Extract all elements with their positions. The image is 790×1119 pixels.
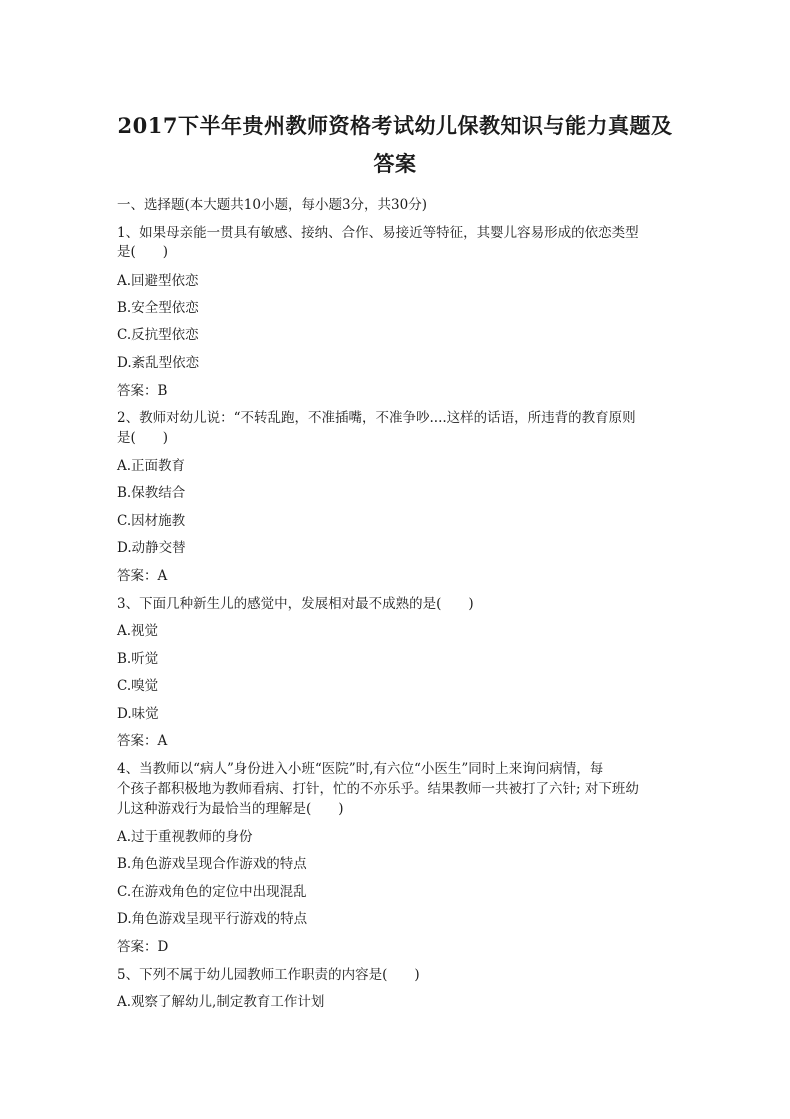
question-2-stem-line-2: 是( ) xyxy=(117,430,169,446)
document-title-line-1: 2017下半年贵州教师资格考试幼儿保教知识与能力真题及 xyxy=(117,113,673,138)
question-2-option-a: A.正面教育 xyxy=(117,458,186,474)
question-3-option-d: D.味觉 xyxy=(117,706,159,722)
question-2-option-b: B.保教结合 xyxy=(117,485,186,501)
question-4-stem-line-3: 儿这种游戏行为最恰当的理解是( ) xyxy=(117,801,344,817)
question-1-stem-line-2: 是( ) xyxy=(117,244,169,260)
question-2-stem-line-1: 2、教师对幼儿说：“不转乱跑，不准插嘴，不准争吵....这样的话语，所违背的教育原则 xyxy=(117,410,636,426)
question-1-option-d: D.紊乱型依恋 xyxy=(117,355,200,371)
question-3-option-c: C.嗅觉 xyxy=(117,678,159,694)
question-3-option-a: A.视觉 xyxy=(117,623,159,639)
question-4-answer: 答案：D xyxy=(117,939,169,955)
question-4-option-b: B.角色游戏呈现合作游戏的特点 xyxy=(117,856,307,872)
question-2-answer: 答案：A xyxy=(117,568,168,584)
question-4-option-a: A.过于重视教师的身份 xyxy=(117,829,253,845)
question-3-stem-line-1: 3、下面几种新生儿的感觉中，发展相对最不成熟的是( ) xyxy=(117,596,474,612)
question-4-stem-line-2: 个孩子都积极地为教师看病、打针，忙的不亦乐乎。结果教师一共被打了六针; 对下班幼 xyxy=(117,781,639,797)
question-2-option-c: C.因材施教 xyxy=(117,513,186,529)
document-title-line-2: 答案 xyxy=(373,151,417,176)
section-heading: 一、选择题(本大题共10小题，每小题3分，共30分) xyxy=(117,197,427,213)
question-2-option-d: D.动静交替 xyxy=(117,540,186,556)
question-5-stem-line-1: 5、下列不属于幼儿园教师工作职责的内容是( ) xyxy=(117,967,420,983)
question-1-option-c: C.反抗型依恋 xyxy=(117,327,199,343)
question-1-option-a: A.回避型依恋 xyxy=(117,273,199,289)
question-1-option-b: B.安全型依恋 xyxy=(117,300,199,316)
question-4-option-c: C.在游戏角色的定位中出现混乱 xyxy=(117,884,307,900)
question-3-option-b: B.听觉 xyxy=(117,651,159,667)
question-5-option-a: A.观察了解幼儿,制定教育工作计划 xyxy=(117,994,325,1010)
question-1-answer: 答案：B xyxy=(117,383,168,399)
question-4-stem-line-1: 4、当教师以“病人”身份进入小班“医院”时,有六位“小医生”同时上来询问病情，每 xyxy=(117,761,604,777)
question-1-stem-line-1: 1、如果母亲能一贯具有敏感、接纳、合作、易接近等特征，其婴儿容易形成的依恋类型 xyxy=(117,225,639,241)
question-4-option-d: D.角色游戏呈现平行游戏的特点 xyxy=(117,911,308,927)
question-3-answer: 答案：A xyxy=(117,733,168,749)
